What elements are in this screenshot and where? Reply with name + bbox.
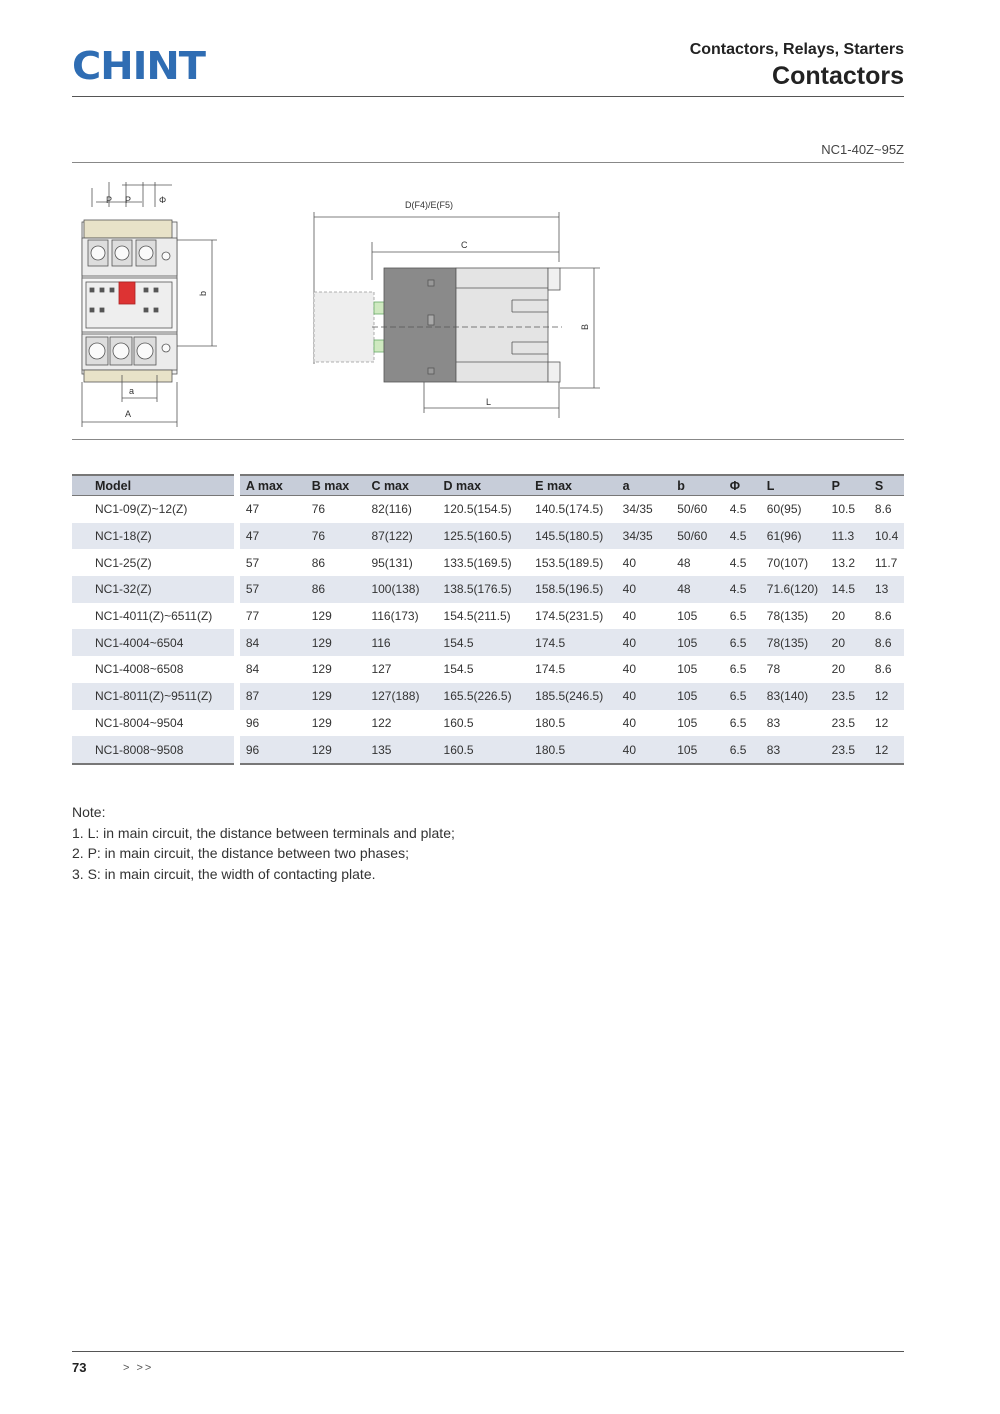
dim-label-L: L [486,397,492,407]
cell-a: 40 [622,555,637,570]
note-item: 1. L: in main circuit, the distance between terminals and plate; [72,824,455,841]
cell-phi: 6.5 [724,629,761,656]
cell-a-max: 77 [245,609,260,624]
cell-a: 40 [617,736,672,764]
cell-e-max: 174.5 [535,662,566,677]
cell-l: 78 [766,662,781,677]
dim-label-C: C [461,240,468,250]
dimensions-table [72,474,904,765]
cell-e-max: 180.5 [529,736,617,764]
cell-l: 83 [766,715,781,730]
cell-phi: 4.5 [724,523,761,550]
table-row [72,549,904,576]
table-row [72,656,904,683]
dim-label-phi: Φ [159,195,167,205]
cell-p: 23.5 [831,715,856,730]
cell-e-max: 158.5(196.5) [529,576,617,603]
cell-a: 40 [617,629,672,656]
cell-a-max: 57 [245,555,260,570]
cell-c-max: 127 [371,662,392,677]
cell-d-max: 133.5(169.5) [443,555,512,570]
cell-s: 10.4 [869,523,904,550]
cell-b: 105 [677,662,698,677]
table-header-row [72,475,904,496]
cell-l: 83(140) [761,683,826,710]
cell-s: 12 [869,683,904,710]
cell-b-max: 129 [306,683,366,710]
cell-d-max: 154.5 [443,662,474,677]
cell-c-max: 87(122) [365,523,437,550]
cell-model: NC1-18(Z) [72,523,234,550]
cell-c-max: 135 [365,736,437,764]
cell-b: 50/60 [677,502,708,517]
cell-c-max: 82(116) [371,502,412,517]
cell-a: 34/35 [617,523,672,550]
cell-b-max: 129 [311,715,332,730]
cell-s: 11.7 [874,555,898,570]
cell-a: 40 [617,683,672,710]
col-header-a-max: A max [240,475,306,496]
col-header-l: L [761,475,826,496]
cell-s: 12 [874,715,889,730]
cell-l: 61(96) [761,523,826,550]
col-header-model: Model [72,475,234,496]
cell-p: 10.5 [831,502,856,517]
cell-p: 14.5 [826,576,869,603]
cell-a-max: 84 [240,629,306,656]
cell-phi: 4.5 [729,555,747,570]
cell-l: 70(107) [766,555,809,570]
table-row [72,683,904,710]
cell-a-max: 47 [240,523,306,550]
front-view [82,182,217,427]
header-rule [72,96,904,97]
cell-d-max: 138.5(176.5) [438,576,530,603]
cell-e-max: 145.5(180.5) [529,523,617,550]
cell-b: 105 [671,736,724,764]
cell-b: 105 [671,629,724,656]
side-view [314,212,600,418]
cell-l: 78(135) [761,629,826,656]
dim-label-b: b [198,290,208,296]
col-header-b: b [671,475,724,496]
cell-p: 23.5 [826,683,869,710]
cell-b: 105 [677,715,698,730]
cell-c-max: 100(138) [365,576,437,603]
model-range: NC1-40Z~95Z [821,142,904,157]
cell-p: 20 [826,629,869,656]
cell-phi: 4.5 [729,502,747,517]
cell-a-max: 87 [240,683,306,710]
cell-model: NC1-8011(Z)~9511(Z) [72,683,234,710]
cell-b: 50/60 [671,523,724,550]
cell-a-max: 84 [245,662,260,677]
cell-e-max: 185.5(246.5) [529,683,617,710]
note-item: 3. S: in main circuit, the width of contacting plate. [72,865,376,882]
cell-phi: 6.5 [729,715,747,730]
cell-s: 8.6 [874,662,892,677]
cell-e-max: 174.5(231.5) [535,609,604,624]
cell-c-max: 122 [371,715,392,730]
table-row [72,603,904,630]
brand-logo: CHINT [72,44,205,88]
cell-a-max: 57 [240,576,306,603]
cell-e-max: 153.5(189.5) [535,555,604,570]
cell-c-max: 116(173) [371,609,419,624]
cell-d-max: 120.5(154.5) [443,502,512,517]
cell-phi: 6.5 [724,683,761,710]
col-header-b-max: B max [306,475,366,496]
cell-b: 48 [677,555,691,570]
header-category: Contactors, Relays, Starters [689,41,904,58]
cell-b: 48 [671,576,724,603]
col-header-s: S [869,475,904,496]
page-title: Contactors [772,62,904,90]
cell-d-max: 160.5 [443,715,474,730]
drawing-rule [72,439,904,440]
table-row [72,629,904,656]
table-body [72,496,904,764]
cell-a: 40 [622,662,637,677]
cell-a: 40 [617,576,672,603]
cell-model: NC1-32(Z) [72,576,234,603]
cell-b-max: 129 [311,662,332,677]
dim-label-D: D(F4)/E(F5) [405,200,453,210]
note-item: 2. P: in main circuit, the distance between two phases; [72,845,409,861]
cell-a-max: 96 [240,736,306,764]
cell-d-max: 165.5(226.5) [438,683,530,710]
dim-label-P2: P [125,195,132,205]
cell-e-max: 174.5 [529,629,617,656]
cell-s: 13 [869,576,904,603]
cell-s: 12 [869,736,904,764]
cell-a-max: 96 [245,715,260,730]
col-header-p: P [826,475,869,496]
cell-c-max: 116 [365,629,437,656]
cell-model: NC1-4011(Z)~6511(Z) [95,609,213,624]
cell-l: 78(135) [766,609,809,624]
cell-b-max: 129 [306,736,366,764]
cell-model: NC1-8004~9504 [95,715,184,730]
page-number: 73 [72,1360,87,1375]
col-header-c-max: C max [365,475,437,496]
cell-a: 40 [622,715,637,730]
footer-rule [72,1351,904,1352]
cell-b-max: 76 [311,502,326,517]
cell-l: 71.6(120) [761,576,826,603]
cell-model: NC1-25(Z) [95,555,152,570]
cell-p: 20 [831,609,846,624]
cell-p: 13.2 [831,555,856,570]
cell-a: 34/35 [622,502,653,517]
notes-heading: Note: [72,804,106,820]
col-header-e-max: E max [529,475,617,496]
cell-l: 60(95) [766,502,802,517]
cell-b-max: 129 [306,629,366,656]
cell-model: NC1-4004~6504 [72,629,234,656]
cell-phi: 4.5 [724,576,761,603]
cell-b-max: 129 [311,609,332,624]
cell-model: NC1-8008~9508 [72,736,234,764]
cell-l: 83 [761,736,826,764]
cell-s: 8.6 [874,609,892,624]
cell-s: 8.6 [874,502,892,517]
cell-phi: 6.5 [724,736,761,764]
table-row [72,523,904,550]
col-header-phi: Φ [724,475,761,496]
cell-s: 8.6 [869,629,904,656]
cell-b-max: 86 [306,576,366,603]
cell-a: 40 [622,609,637,624]
section-rule [72,162,904,163]
cell-phi: 6.5 [729,609,747,624]
cell-model: NC1-09(Z)~12(Z) [95,502,188,517]
notes-section [72,802,455,884]
col-header-a: a [617,475,672,496]
cell-e-max: 180.5 [535,715,566,730]
cell-d-max: 154.5 [438,629,530,656]
col-header-d-max: D max [438,475,530,496]
cell-p: 11.3 [826,523,869,550]
cell-p: 20 [831,662,846,677]
cell-c-max: 127(188) [365,683,437,710]
cell-phi: 6.5 [729,662,747,677]
dim-label-a: a [129,386,135,396]
cell-d-max: 154.5(211.5) [443,609,511,624]
table-row [72,710,904,737]
dim-label-P1: P [106,195,113,205]
dim-label-A: A [125,409,132,419]
table-row [72,576,904,603]
cell-d-max: 160.5 [438,736,530,764]
cell-d-max: 125.5(160.5) [438,523,530,550]
dim-label-B: B [580,323,590,330]
cell-b-max: 86 [311,555,326,570]
cell-model: NC1-4008~6508 [95,662,184,677]
cell-b: 105 [677,609,698,624]
cell-a-max: 47 [245,502,260,517]
cell-c-max: 95(131) [371,555,413,570]
cell-b: 105 [671,683,724,710]
cell-e-max: 140.5(174.5) [535,502,604,517]
table-row [72,736,904,764]
cell-p: 23.5 [826,736,869,764]
dimension-drawing [72,170,904,435]
cell-b-max: 76 [306,523,366,550]
table-row [72,496,904,523]
page-nav-arrows[interactable]: > >> [123,1362,154,1374]
